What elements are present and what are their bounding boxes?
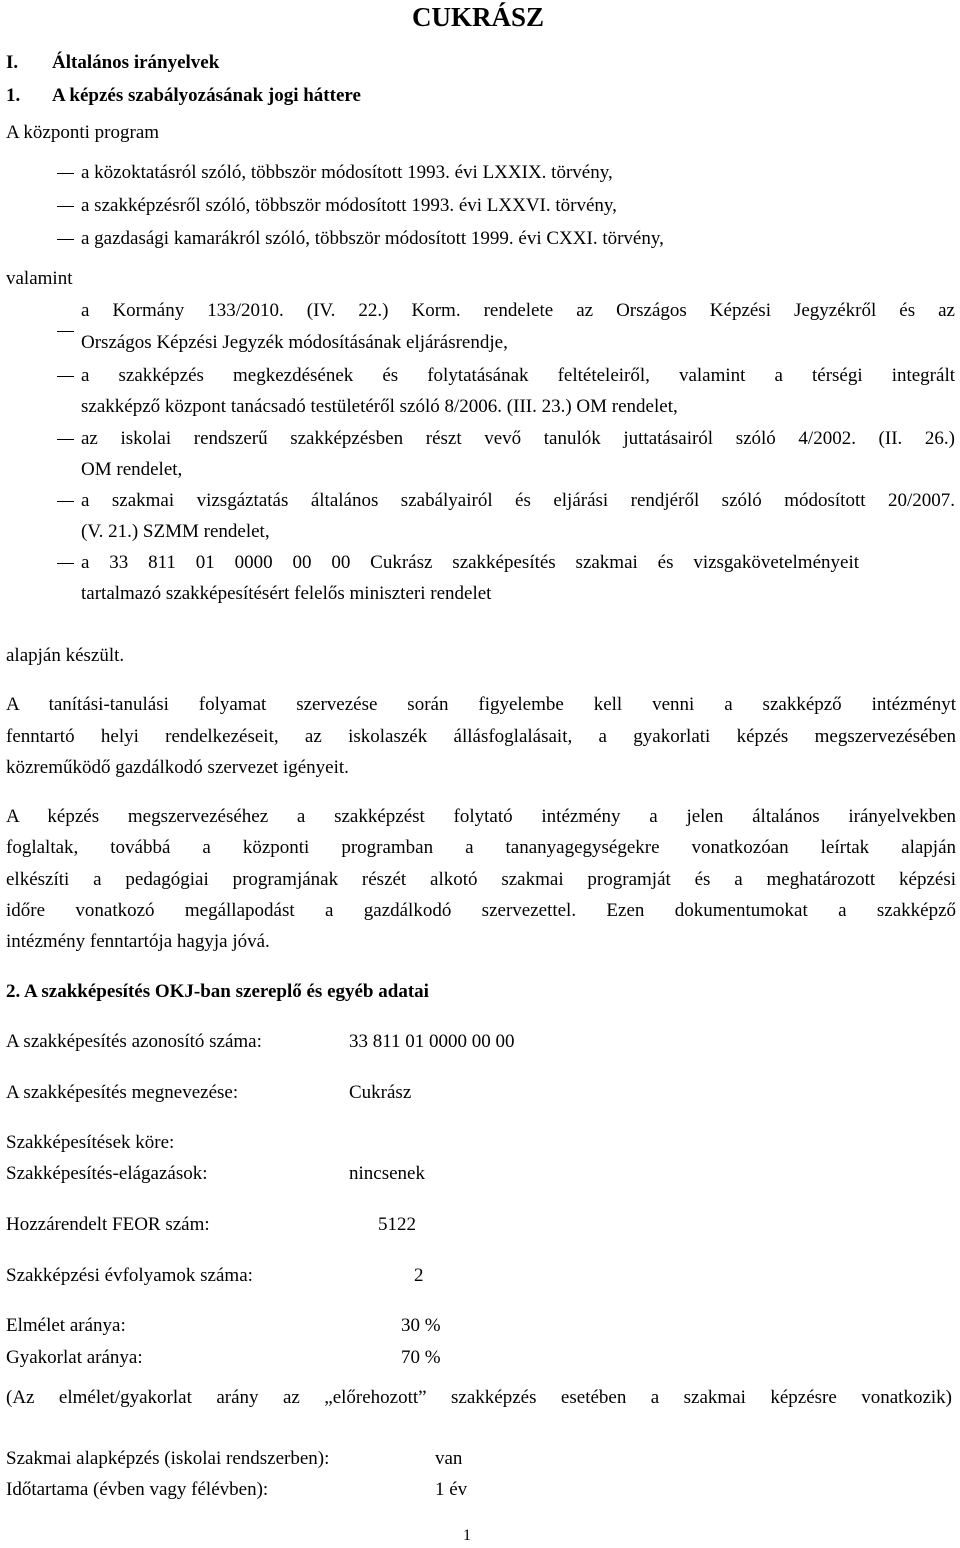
field-label: Szakmai alapképzés (iskolai rendszerben):: [6, 1448, 330, 1469]
list-dash: [57, 439, 74, 440]
list-item-line: az iskolai rendszerű szakképzésben részt vevő tanulók juttatásairól szóló 4/2002. (II. 26.): [81, 428, 955, 449]
field-label: Szakképzési évfolyamok száma:: [6, 1265, 253, 1286]
list-item-line: a szakképzés megkezdésének és folytatásának feltételeiről, valamint a térségi integrált: [81, 365, 955, 386]
section-title: Általános irányelvek: [52, 52, 220, 73]
paragraph-line: intézmény fenntartója hagyja jóvá.: [6, 931, 270, 952]
field-value: 2: [414, 1265, 424, 1286]
paragraph-line: foglaltak, továbbá a központi programban a tananyagegységekre vonatkozóan leírtak alapján: [6, 837, 956, 858]
field-value: 70 %: [401, 1347, 441, 1368]
list-item: a szakképzésről szóló, többször módosított 1993. évi LXXVI. törvény,: [81, 195, 617, 216]
subsection-2-title: 2. A szakképesítés OKJ-ban szereplő és egyéb adatai: [6, 981, 429, 1002]
field-label: A szakképesítés megnevezése:: [6, 1082, 239, 1103]
field-value: Cukrász: [349, 1082, 412, 1103]
subsection-title: A képzés szabályozásának jogi háttere: [52, 85, 361, 106]
list-dash: [57, 331, 74, 332]
paragraph-line: közreműködő gazdálkodó szervezet igényeit.: [6, 757, 349, 778]
list-item-line: Országos Képzési Jegyzék módosításának eljárásrendje,: [81, 332, 508, 353]
paragraph-line: A tanítási-tanulási folyamat szervezése során figyelembe kell venni a szakképző intézményt: [6, 694, 956, 715]
field-value: nincsenek: [349, 1163, 425, 1184]
list-item-line: (V. 21.) SZMM rendelet,: [81, 521, 270, 542]
list-dash: [57, 563, 74, 564]
list-item: a közoktatásról szóló, többször módosított 1993. évi LXXIX. törvény,: [81, 162, 613, 183]
list-dash: [57, 173, 74, 174]
list-item: a gazdasági kamarákról szóló, többször módosított 1999. évi CXXI. törvény,: [81, 228, 664, 249]
field-value: van: [435, 1448, 463, 1469]
field-label: Gyakorlat aránya:: [6, 1347, 143, 1368]
list-dash: [57, 206, 74, 207]
field-label: Szakképesítés-elágazások:: [6, 1163, 208, 1184]
field-label: Elmélet aránya:: [6, 1315, 126, 1336]
paragraph-line: időre vonatkozó megállapodást a gazdálkodó szervezettel. Ezen dokumentumokat a szakképző: [6, 900, 956, 921]
list-item-line: a Kormány 133/2010. (IV. 22.) Korm. rendelete az Országos Képzési Jegyzékről és az: [81, 300, 955, 321]
field-label: A szakképesítés azonosító száma:: [6, 1031, 262, 1052]
subsection-number: 1.: [6, 85, 21, 106]
field-value: 5122: [378, 1214, 416, 1235]
list-dash: [57, 376, 74, 377]
field-value: 30 %: [401, 1315, 441, 1336]
based-on-text: alapján készült.: [6, 645, 125, 666]
paragraph-line: A képzés megszervezéséhez a szakképzést folytató intézmény a jelen általános irányelvekben: [6, 806, 956, 827]
paragraph-line: elkészíti a pedagógiai programjának részét alkotó szakmai programját és a meghatározott képzési: [6, 869, 956, 890]
paragraph-line: fenntartó helyi rendelkezéseit, az iskolaszék állásfoglalásait, a gyakorlati képzés megszervezésében: [6, 726, 956, 747]
document-title: CUKRÁSZ: [412, 2, 545, 32]
page-number: 1: [463, 1527, 471, 1544]
list-item-line: a szakmai vizsgáztatás általános szabályairól és eljárási rendjéről szóló módosított 20/2007.: [81, 490, 955, 511]
field-value: 33 811 01 0000 00 00: [349, 1031, 515, 1052]
list-item-line: a 33 811 01 0000 00 00 Cukrász szakképesítés szakmai és vizsgakövetelményeit: [81, 552, 859, 573]
section-number: I.: [6, 52, 19, 73]
list-item-line: OM rendelet,: [81, 459, 183, 480]
list-item-line: tartalmazó szakképesítésért felelős miniszteri rendelet: [81, 583, 492, 604]
field-label: Hozzárendelt FEOR szám:: [6, 1214, 210, 1235]
field-label: Szakképesítések köre:: [6, 1132, 175, 1153]
also-text: valamint: [6, 268, 73, 289]
list-dash: [57, 501, 74, 502]
ratio-note: (Az elmélet/gyakorlat arány az „előrehozott” szakképzés esetében a szakmai képzésre vonatkozik): [6, 1387, 952, 1408]
field-label: Időtartama (évben vagy félévben):: [6, 1479, 269, 1500]
list-item-line: szakképző központ tanácsadó testületéről szóló 8/2006. (III. 23.) OM rendelet,: [81, 396, 678, 417]
intro-text: A központi program: [6, 122, 160, 143]
field-value: 1 év: [435, 1479, 468, 1500]
list-dash: [57, 239, 74, 240]
